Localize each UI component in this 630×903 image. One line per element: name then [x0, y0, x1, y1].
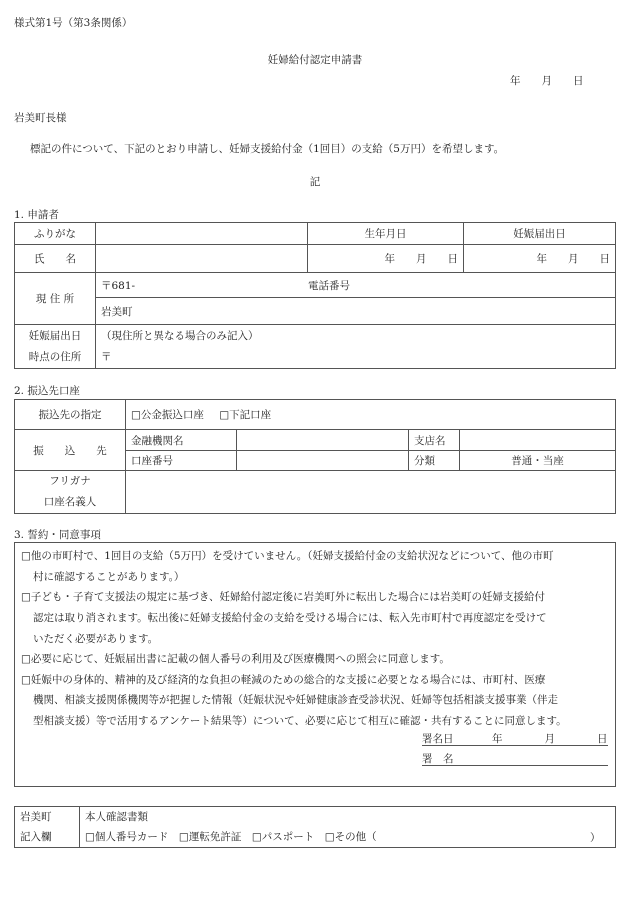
- consent-4-line1[interactable]: □妊娠中の身体的、精神的及び経済的な負担の軽減のための総合的な支援に必要となる場合には、市町村、医療: [21, 674, 546, 686]
- bank-label: 金融機関名: [126, 430, 237, 451]
- account-number-field[interactable]: [237, 451, 409, 471]
- furigana-field[interactable]: [96, 223, 308, 245]
- holder-name-label: 口座名義人: [43, 496, 97, 508]
- sign-date-field: 年 月 日: [492, 733, 608, 745]
- branch-field[interactable]: [460, 430, 616, 451]
- furigana-label: ふりがな: [15, 223, 96, 245]
- office-use-label-line2: 記入欄: [20, 831, 52, 843]
- name-field[interactable]: [96, 245, 308, 273]
- consent-2-line2: 認定は取り消されます。転出後に妊婦支援給付金の支給を受ける場合には、転入先市町村で再度認定を受けて: [33, 612, 547, 624]
- consent-2-line3: いただく必要があります。: [33, 633, 159, 645]
- consent-2-line1[interactable]: □子ども・子育て支援法の規定に基づき、妊婦給付認定後に岩美町外に転出した場合には岩美町の妊婦支援給付: [21, 591, 545, 603]
- application-date[interactable]: 年 月 日: [510, 75, 584, 87]
- prev-address-label-line2: 時点の住所: [28, 350, 82, 363]
- report-date-label: 妊娠届出日: [464, 223, 616, 245]
- page-title: 妊婦給付認定申請書: [267, 54, 363, 66]
- signature-label: 署 名: [422, 753, 454, 765]
- office-use-table: [14, 806, 616, 848]
- sign-date-line[interactable]: [422, 731, 608, 746]
- id-documents-close-paren: ）: [590, 832, 601, 844]
- office-use-label-line1: 岩美町: [20, 811, 52, 823]
- intro-text: 標記の件について、下記のとおり申請し、妊婦支援給付金（1回目）の支給（5万円）を希望します。: [30, 143, 505, 155]
- designation-options: [126, 400, 616, 430]
- option-public-account[interactable]: □公金振込口座: [131, 409, 204, 421]
- designation-label: 振込先の指定: [15, 400, 126, 430]
- bank-table: [14, 399, 616, 514]
- consent-3[interactable]: □必要に応じて、妊娠届出書に記載の個人番号の利用及び医療機関への照会に同意します。: [21, 653, 450, 665]
- bank-field[interactable]: [237, 430, 409, 451]
- town-field[interactable]: 岩美町: [96, 298, 616, 325]
- addressee: 岩美町長様: [14, 112, 67, 124]
- consent-4-line2: 機関、相談支援関係機関等が把握した情報（妊娠状況や妊婦健康診査受診状況、妊婦等包括相談支援事業（伴走: [33, 694, 558, 706]
- holder-label: [15, 471, 126, 514]
- prev-address-label-line1: 妊娠届出日: [28, 329, 82, 342]
- office-use-label: [15, 807, 80, 848]
- id-documents-label: 本人確認書類: [85, 811, 148, 823]
- sign-date-label: 署名日: [422, 733, 454, 745]
- prev-address-label: [15, 325, 96, 369]
- ki-heading: 記: [309, 176, 321, 188]
- prev-address-field[interactable]: [96, 325, 616, 369]
- prev-address-note: （現住所と異なる場合のみ記入）: [101, 329, 259, 342]
- section1-heading: 1. 申請者: [14, 209, 59, 221]
- transfer-to-label: 振 込 先: [15, 430, 126, 471]
- phone-label: 電話番号: [308, 280, 350, 292]
- consent-box: [14, 542, 616, 787]
- birthdate-field[interactable]: 年 月 日: [308, 245, 464, 273]
- id-documents-cell: [80, 807, 616, 848]
- section3-heading: 3. 誓約・同意事項: [14, 529, 101, 541]
- option-below-account[interactable]: □下記口座: [219, 409, 272, 421]
- applicant-table: [14, 222, 616, 369]
- section2-heading: 2. 振込先口座: [14, 385, 80, 397]
- consent-1-line1[interactable]: □他の市町村で、1回目の支給（5万円）を受けていません。（妊婦支援給付金の支給状況などについて、他の市町: [21, 550, 554, 562]
- consent-4-line3: 型相談支援）等で活用するアンケート結果等）について、必要に応じて相互に確認・共有することに同意します。: [33, 715, 567, 727]
- name-label: 氏 名: [15, 245, 96, 273]
- address-label: 現 住 所: [15, 273, 96, 325]
- form-number: 様式第1号（第3条関係）: [14, 17, 133, 29]
- id-documents-options[interactable]: □個人番号カード □運転免許証 □パスポート □その他（: [85, 831, 377, 843]
- holder-furigana-label: フリガナ: [49, 475, 91, 487]
- postal-code: 〒681-: [101, 279, 136, 292]
- holder-field[interactable]: [126, 471, 616, 514]
- report-date-field[interactable]: 年 月 日: [464, 245, 616, 273]
- consent-1-line2: 村に確認することがあります。）: [33, 571, 185, 583]
- prev-postal: 〒: [101, 350, 112, 363]
- kind-value[interactable]: 普通・当座: [460, 451, 616, 471]
- postal-phone-row[interactable]: [96, 273, 616, 298]
- account-number-label: 口座番号: [126, 451, 237, 471]
- signature-line[interactable]: [422, 751, 608, 766]
- kind-label: 分類: [409, 451, 460, 471]
- branch-label: 支店名: [409, 430, 460, 451]
- birthdate-label: 生年月日: [308, 223, 464, 245]
